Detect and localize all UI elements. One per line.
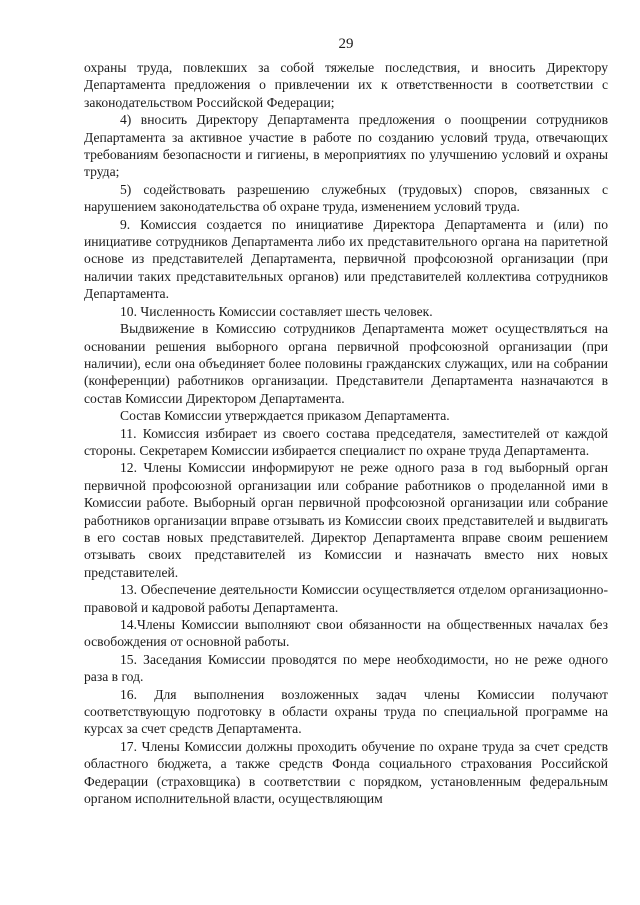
paragraph-clause-17: 17. Члены Комиссии должны проходить обучение по охране труда за счет средств областного бюджета, а также средств Фонда социального страхования Российской Федерации (страховщика) в соответствии с порядком, установленным федеральным органом исполнительной власти, осуществляющим xyxy=(84,738,608,807)
paragraph-continuation: охраны труда, повлекших за собой тяжелые последствия, и вносить Директору Департамента предложения о привлечении их к ответственности в соответствии с законодательством Российской Федерации; xyxy=(84,60,608,110)
paragraph-clause-13: 13. Обеспечение деятельности Комиссии осуществляется отделом организационно-правовой и кадровой работы Департамента. xyxy=(84,582,608,615)
page-number: 29 xyxy=(338,36,354,52)
paragraph-composition: Состав Комиссии утверждается приказом Департамента. xyxy=(120,408,450,424)
paragraph-clause-15: 15. Заседания Комиссии проводятся по мере необходимости, но не реже одного раза в год. xyxy=(84,651,608,685)
paragraph-clause-16: 16. Для выполнения возложенных задач члены Комиссии получают соответствующую подготовку в области охраны труда по специальной программе на курсах за счет средств Департамента. xyxy=(84,686,608,737)
paragraph-clause-9: 9. Комиссия создается по инициативе Директора Департамента и (или) по инициативе сотрудников Департамента либо их представительного органа на паритетной основе из представителей Департамента, первичной профсоюзной организации (при наличии таких представительных органов) или представителей коллектива сотрудников Департамента. xyxy=(84,216,608,302)
paragraph-clause-12: 12. Члены Комиссии информируют не реже одного раза в год выборный орган первичной профсоюзной организации или собрание работников о проделанной ими в Комиссии работе. Выборный орган первичной профсоюзной организации или собрание работников организации вправе отзывать из Комиссии своих представителей и выдвигать в его состав новых представителей. Директор Департамента вправе своим решением отзывать своих представителей из Комиссии и назначать вместо них новых представителей. xyxy=(84,460,608,580)
paragraph-item-4: 4) вносить Директору Департамента предложения о поощрении сотрудников Департамента за активное участие в работе по созданию условий труда, отвечающих требованиям безопасности и гигиены, в мероприятиях по улучшению условий и охраны труда; xyxy=(84,112,608,180)
paragraph-item-5: 5) содействовать разрешению служебных (трудовых) споров, связанных с нарушением законодательства об охране труда, изменением условий труда. xyxy=(84,181,608,215)
paragraph-clause-10: 10. Численность Комиссии составляет шесть человек. xyxy=(120,303,433,319)
paragraph-clause-11: 11. Комиссия избирает из своего состава председателя, заместителей от каждой стороны. Секретарем Комиссии избирается специалист по охране труда Департамента. xyxy=(84,425,608,458)
paragraph-nomination: Выдвижение в Комиссию сотрудников Департамента может осуществляться на основании решения выборного органа первичной профсоюзной организации (при наличии), если она объединяет более половины гражданских служащих, или на собрании (конференции) работников организации. Представители Департамента назначаются в состав Комиссии Директором Департамента. xyxy=(84,321,608,406)
paragraph-clause-14: 14.Члены Комиссии выполняют свои обязанности на общественных началах без освобождения от основной работы. xyxy=(84,617,608,650)
